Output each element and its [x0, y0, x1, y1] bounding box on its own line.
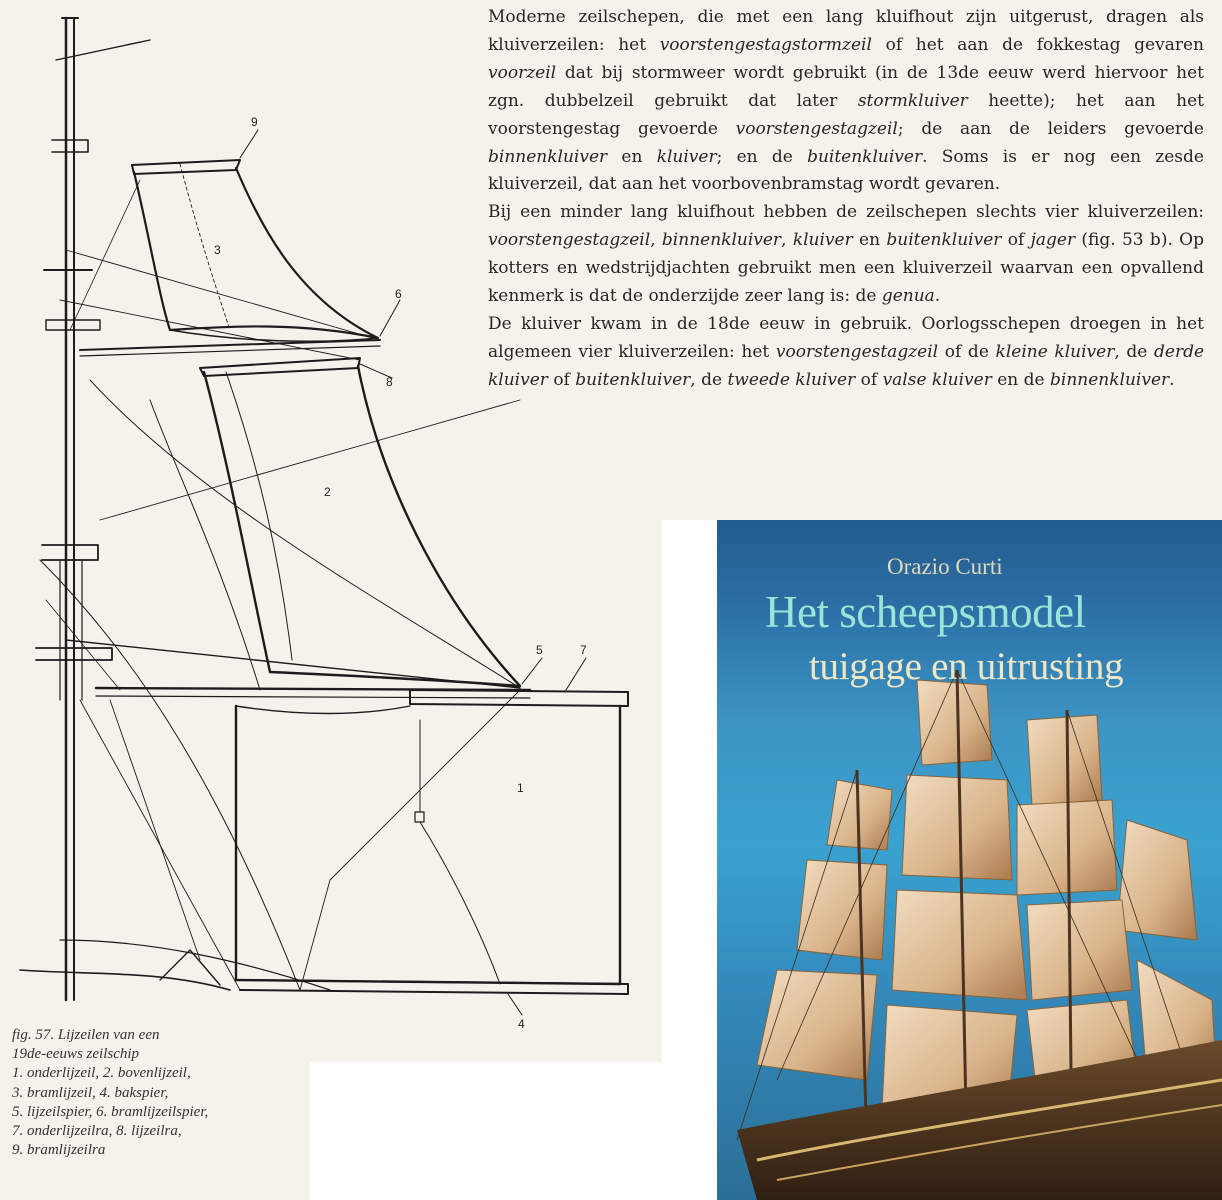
italic-term: binnenkluiver	[1050, 369, 1170, 390]
italic-term: buitenkluiver	[575, 369, 691, 390]
text-run: ,	[650, 230, 662, 251]
text-run: , de	[1114, 341, 1154, 362]
text-run: .	[934, 286, 941, 307]
text-run: dat bij stormweer wordt gebruikt (in de 13de eeuw werd hiervoor het zgn. dubbelzeil gebruikt dat later	[488, 62, 1204, 111]
text-run: en	[607, 146, 657, 167]
text-run: . Soms is er nog een zesde kluiverzeil, dat aan het voorbovenbramstag wordt gevaren.	[488, 146, 1204, 195]
caption-line: 1. onderlijzeil, 2. bovenlijzeil,	[12, 1065, 191, 1082]
diagram-label-8: 8	[386, 375, 393, 389]
text-run: Moderne zeilschepen, die met een lang kluifhout zijn uitgerust, dragen als kluiverzeilen: het	[488, 7, 1204, 55]
diagram-label-4: 4	[518, 1017, 525, 1030]
paragraph	[488, 311, 1204, 395]
text-run: ,	[781, 230, 793, 251]
diagram-label-5: 5	[536, 643, 543, 657]
caption-line: 9. bramlijzeilra	[12, 1142, 106, 1159]
text-run: , de	[690, 369, 728, 390]
paragraph	[488, 4, 1204, 199]
italic-term: valse kluiver	[882, 369, 992, 390]
italic-term: binnenkluiver	[488, 146, 608, 167]
book-subtitle: tuigage en uitrusting	[809, 645, 1124, 688]
italic-term: kluiver	[656, 146, 717, 167]
diagram-label-7: 7	[580, 643, 587, 657]
italic-term: voorstengestagzeil	[488, 230, 651, 251]
diagram-label-2: 2	[324, 485, 331, 499]
text-run: .	[1169, 369, 1175, 390]
body-text	[488, 4, 1204, 395]
italic-term: kleine kluiver	[995, 341, 1115, 362]
text-run: Bij een minder lang kluifhout hebben de zeilschepen slechts vier kluiverzeilen:	[488, 202, 1204, 223]
text-run: of het aan de fokkestag gevaren	[871, 34, 1204, 55]
italic-term: buitenkluiver	[807, 146, 923, 167]
caption-line: 5. lijzeilspier, 6. bramlijzeilspier,	[12, 1103, 209, 1120]
italic-term: voorstengestagstormzeil	[659, 34, 872, 55]
caption-line: 3. bramlijzeil, 4. bakspier,	[12, 1084, 169, 1101]
text-run: en de	[991, 369, 1051, 390]
text-run: heette); het aan het voorstengestag gevoerde	[488, 90, 1204, 139]
text-run: of	[547, 369, 576, 390]
italic-term: stormkluiver	[857, 90, 968, 111]
italic-term: buitenkluiver	[886, 230, 1002, 251]
text-run: ; de aan de leiders gevoerde	[897, 118, 1204, 139]
diagram-label-6: 6	[395, 287, 402, 301]
text-run: of de	[938, 341, 996, 362]
book-title: Het scheepsmodel	[765, 587, 1086, 637]
italic-term: jager	[1030, 230, 1076, 251]
italic-term: genua	[881, 286, 935, 307]
text-run: De kluiver kwam in de 18de eeuw in gebruik. Oorlogsschepen droegen in het algemeen vier kluiverzeilen: het	[488, 313, 1204, 362]
figure-caption	[12, 1026, 304, 1160]
diagram-label-3: 3	[214, 243, 221, 257]
text-run: of	[855, 369, 883, 390]
caption-line: 19de-eeuws zeilschip	[12, 1046, 140, 1063]
italic-term: tweede kluiver	[727, 369, 856, 390]
diagram-label-1: 1	[517, 781, 524, 795]
italic-term: binnenkluiver	[661, 230, 782, 251]
italic-term: voorstengestagzeil	[775, 341, 939, 362]
text-run: ; en de	[716, 146, 808, 167]
book-cover	[717, 520, 1222, 1200]
caption-line: 7. onderlijzeilra, 8. lijzeilra,	[12, 1123, 182, 1140]
book-author: Orazio Curti	[887, 554, 1003, 579]
caption-line: fig. 57. Lijzeilen van een	[12, 1027, 160, 1043]
italic-term: derde kluiver	[488, 341, 1205, 390]
text-run: (fig. 53 b). Op kotters en wedstrijdjachten gebruikt men een kluiverzeil waarvan een opvallend kenmerk is dat de onderzijde zeer lang is: de	[488, 230, 1204, 307]
italic-term: voorstengestagzeil	[735, 118, 898, 139]
italic-term: kluiver	[792, 230, 853, 251]
paragraph	[488, 199, 1204, 311]
text-run: of	[1001, 230, 1031, 251]
text-run: en	[852, 230, 887, 251]
diagram-label-9: 9	[251, 115, 258, 129]
italic-term: voorzeil	[488, 62, 557, 83]
